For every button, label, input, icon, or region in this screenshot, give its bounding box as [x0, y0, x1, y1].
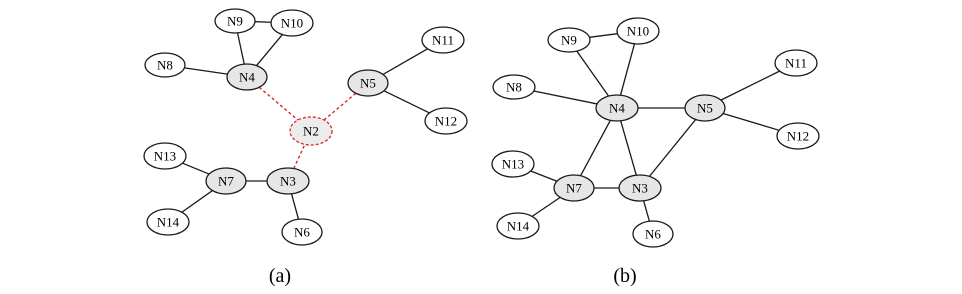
node-n4: [596, 95, 638, 121]
edge-n9-n4: [577, 51, 609, 96]
node-n6: [282, 219, 322, 245]
node-label: N6: [294, 224, 310, 240]
node-n2: [290, 117, 332, 145]
panel-a-caption: (a): [268, 265, 292, 287]
edge-n9-n10: [589, 34, 617, 38]
node-n12: [425, 108, 467, 134]
node-n10: [617, 18, 659, 44]
node-n9: [548, 28, 590, 52]
node-label: N8: [157, 57, 173, 73]
node-label: N13: [153, 148, 177, 164]
node-n7: [206, 168, 246, 194]
node-label: N11: [432, 32, 454, 48]
node-label: N3: [280, 173, 296, 189]
node-n9: [215, 9, 255, 33]
node-n5: [348, 70, 388, 96]
node-n4: [227, 64, 267, 90]
node-label: N9: [227, 13, 243, 29]
node-label: N14: [506, 218, 530, 234]
node-n14: [147, 209, 189, 235]
node-n8: [493, 75, 535, 99]
node-label: N6: [645, 226, 661, 242]
node-label: N7: [218, 173, 234, 189]
node-label: N9: [561, 32, 577, 48]
node-label: N7: [566, 180, 582, 196]
edge-n4-n2: [259, 87, 298, 120]
node-n11: [422, 27, 464, 53]
node-label: N12: [786, 128, 810, 144]
edge-n5-n12: [723, 113, 779, 130]
edge-n5-n3: [649, 119, 695, 176]
edge-n4-n7: [581, 120, 611, 175]
node-label: N4: [609, 100, 625, 116]
node-label: N14: [156, 214, 180, 230]
node-label: N5: [360, 75, 376, 91]
node-n7: [554, 175, 594, 201]
panel-b-nodes: [492, 18, 819, 247]
node-n10: [271, 10, 313, 36]
node-n12: [777, 123, 819, 149]
node-n13: [144, 143, 186, 169]
node-n14: [497, 213, 539, 239]
edge-n9-n10: [255, 22, 271, 23]
node-label: N4: [239, 69, 255, 85]
node-n3: [619, 175, 661, 201]
node-label: N3: [632, 180, 648, 196]
node-n6: [633, 221, 673, 247]
node-label: N8: [506, 79, 522, 95]
node-label: N10: [280, 15, 304, 31]
node-label: N12: [434, 113, 458, 129]
node-n5: [685, 95, 725, 121]
edge-n3-n6: [644, 201, 650, 221]
edge-n8-n4: [184, 68, 227, 74]
edge-n14-n7: [532, 197, 560, 216]
edge-n5-n11: [721, 71, 780, 100]
edge-n3-n2: [294, 144, 305, 168]
edge-n4-n3: [621, 121, 637, 175]
node-label: N13: [501, 156, 525, 172]
node-label: N5: [697, 100, 713, 116]
panel-b-caption: (b): [613, 265, 637, 287]
edge-n10-n4: [620, 44, 634, 95]
node-n8: [145, 53, 185, 77]
edge-n5-n2: [324, 93, 356, 120]
node-label: N2: [303, 123, 319, 139]
panel-a: [144, 9, 467, 287]
edge-n10-n4: [257, 35, 283, 66]
edge-n8-n4: [534, 91, 597, 104]
edge-n3-n6: [292, 194, 299, 219]
edge-n5-n12: [384, 91, 429, 113]
edge-n13-n7: [531, 171, 557, 181]
node-n13: [492, 151, 534, 177]
node-n3: [267, 168, 309, 194]
node-label: N11: [785, 55, 807, 71]
edge-n5-n11: [383, 49, 428, 75]
edge-n13-n7: [183, 163, 210, 174]
panel-a-nodes: [144, 9, 467, 245]
edge-n9-n4: [238, 33, 245, 64]
panel-b: [492, 18, 819, 287]
edge-n14-n7: [182, 191, 213, 213]
node-n11: [775, 50, 817, 76]
node-label: N10: [626, 23, 650, 39]
